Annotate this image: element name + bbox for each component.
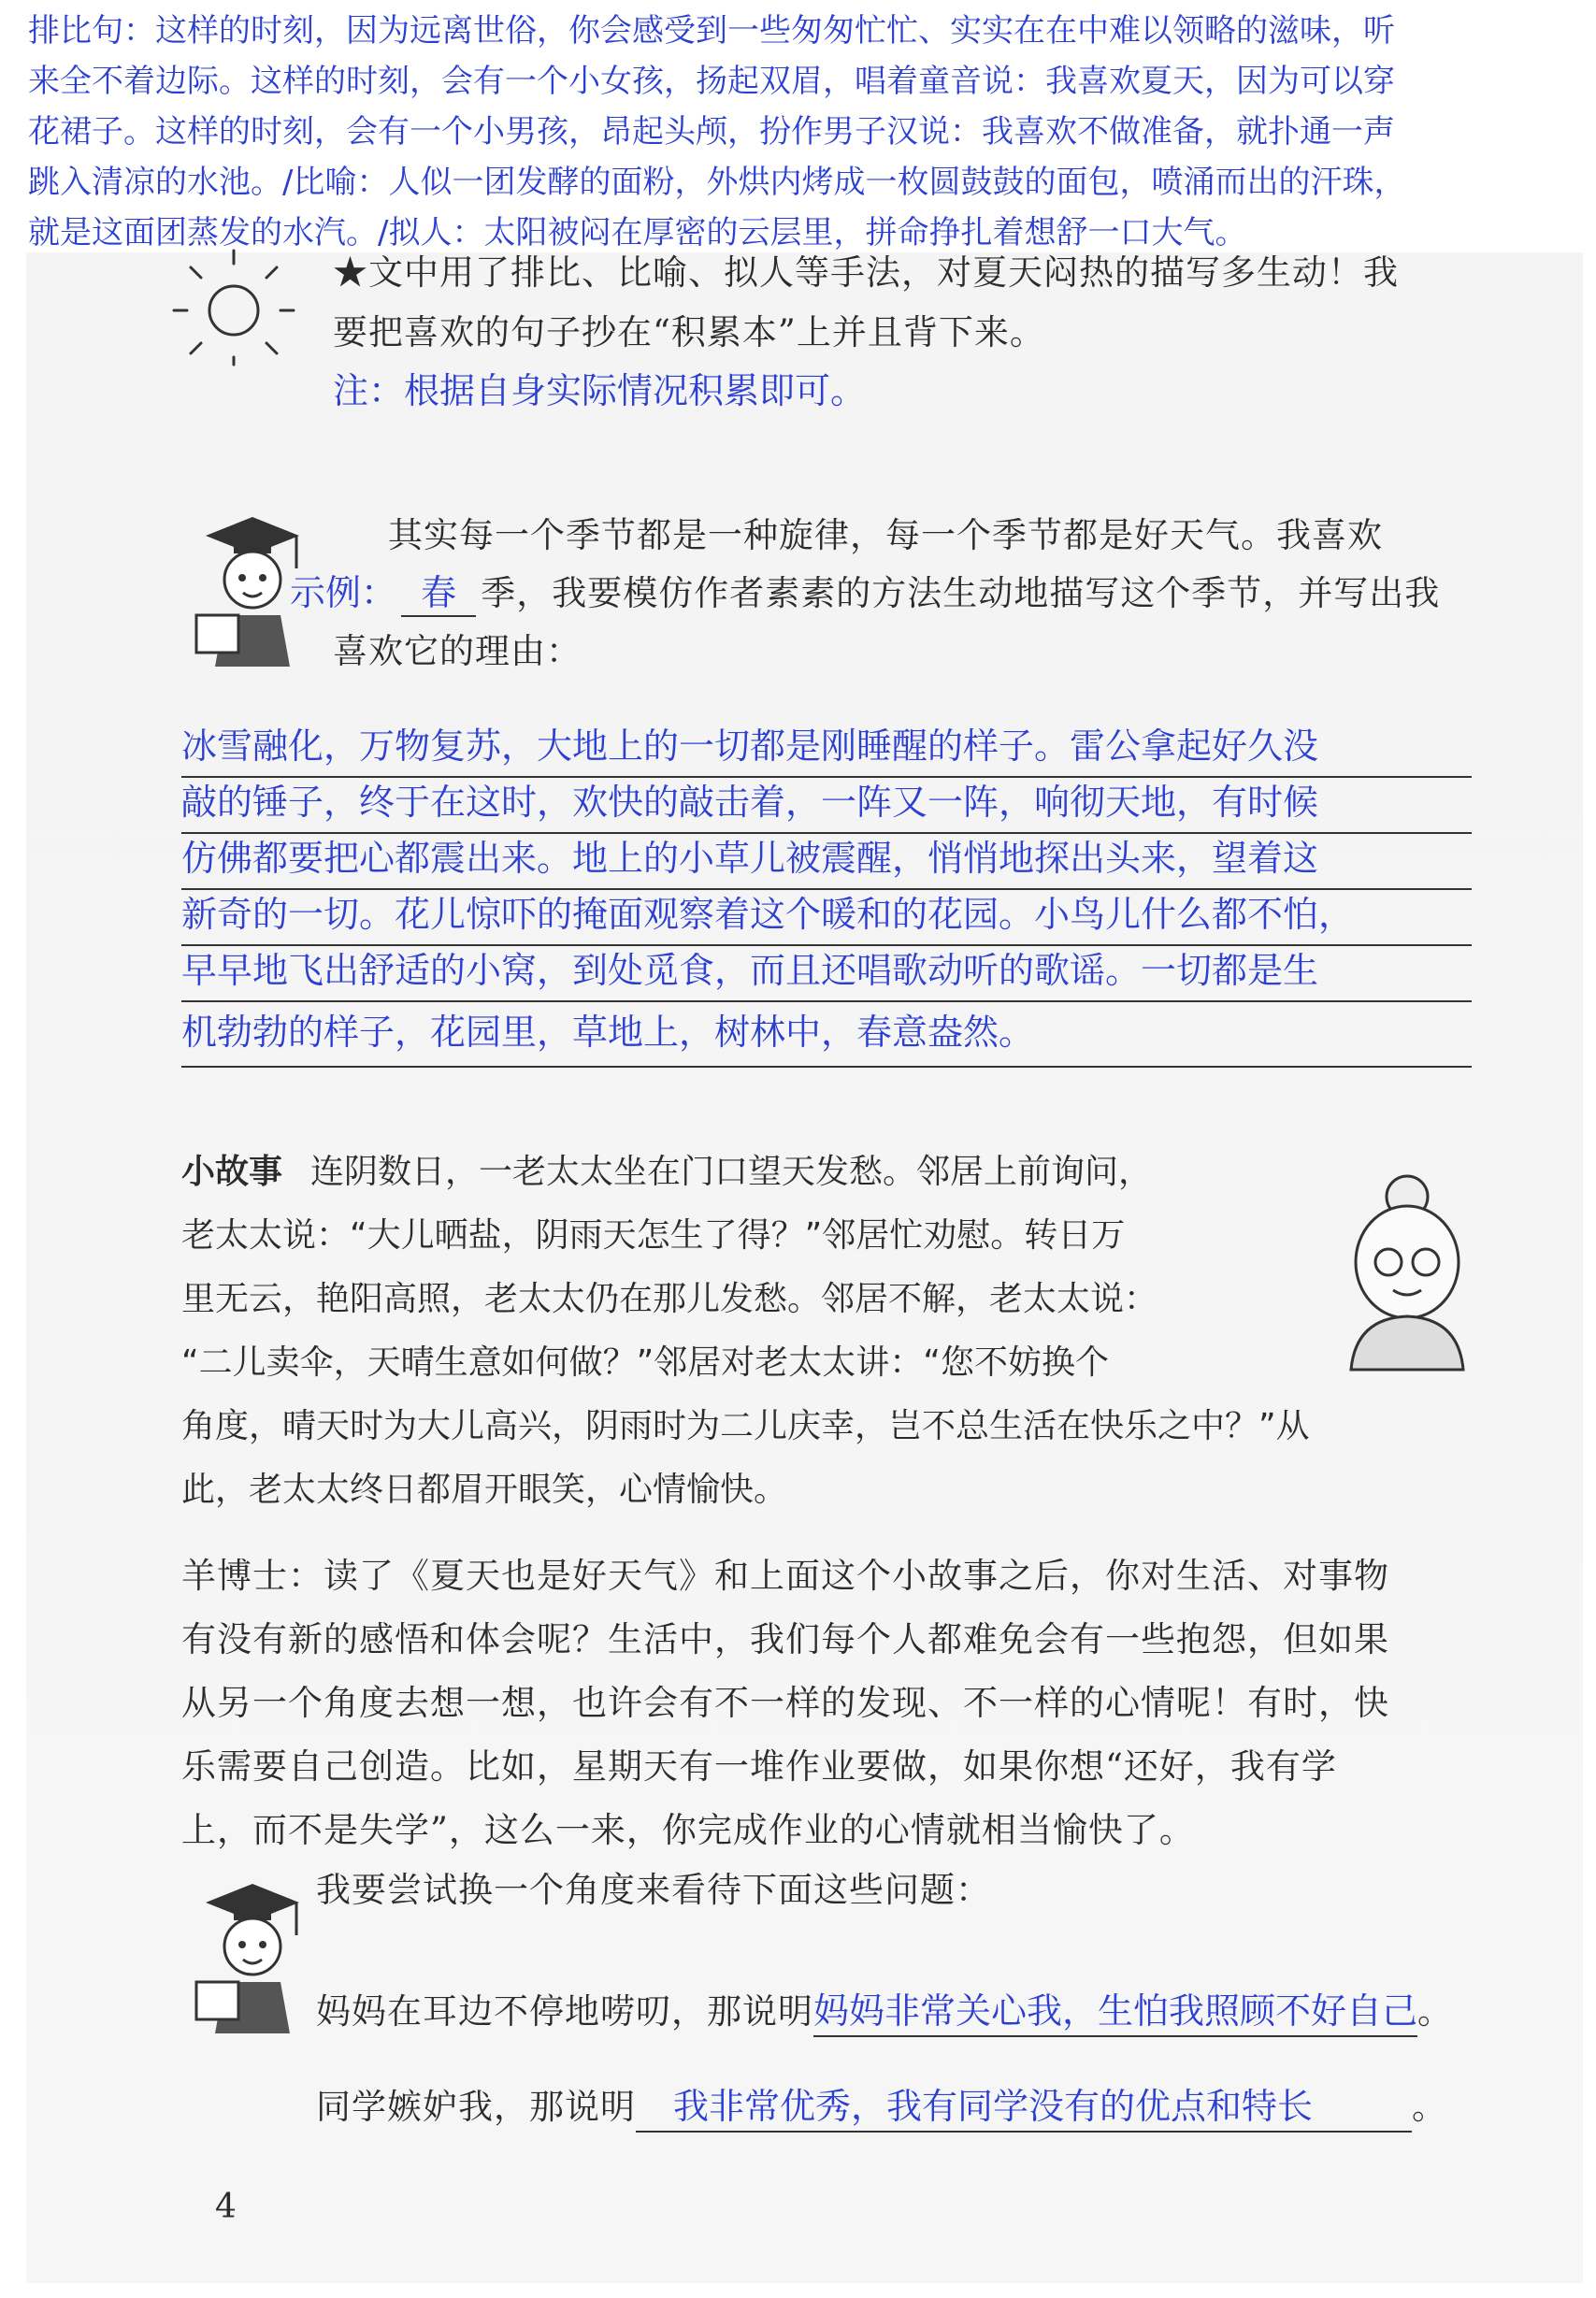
top-answer-line: 跳入清凉的水池。/比喻：人似一团发酵的面粉，外烘内烤成一枚圆鼓鼓的面包，喷涌而出的汗珠， — [28, 164, 1406, 201]
story-line: 此，老太太终日都眉开眼笑，心情愉快。 — [181, 1471, 788, 1509]
question-2-prefix: 同学嫉妒我，那说明 — [316, 2087, 636, 2127]
try-intro: 我要尝试换一个角度来看待下面这些问题： — [316, 1870, 991, 1910]
grandmother-icon — [1328, 1169, 1487, 1374]
doctor-line: 乐需要自己创造。比如，星期天有一堆作业要做，如果你想“还好，我有学 — [181, 1746, 1337, 1787]
season-answer-block — [181, 718, 1490, 1060]
tip-note: 注：根据自身实际情况积累即可。 — [333, 370, 867, 411]
sun-icon — [168, 245, 299, 366]
season-answer-line: 机勃勃的样子，花园里，草地上，树林中，春意盎然。 — [181, 1012, 1035, 1053]
question-1 — [316, 1982, 1453, 2047]
doctor-line: 羊博士：读了《夏天也是好天气》和上面这个小故事之后，你对生活、对事物 — [181, 1556, 1389, 1596]
season-answer: 春 — [401, 564, 476, 617]
tip-line-2: 要把喜欢的句子抄在“积累本”上并且背下来。 — [333, 312, 1045, 352]
question-2-suffix: 。 — [1412, 2087, 1447, 2127]
page-number: 4 — [215, 2188, 237, 2226]
tip-text — [333, 243, 1502, 363]
doctor-line: 从另一个角度去想一想，也许会有不一样的发现、不一样的心情呢！有时，快 — [181, 1683, 1389, 1723]
top-answer-line: 花裙子。这样的时刻，会有一个小男孩，昂起头颅，扮作男子汉说：我喜欢不做准备，就扑通一声 — [28, 113, 1395, 151]
story-line: 连阴数日，一老太太坐在门口望天发愁。邻居上前询问， — [310, 1153, 1153, 1191]
season-line-3: 喜欢它的理由： — [333, 631, 582, 671]
doctor-sheep-icon — [192, 1879, 313, 2038]
season-answer-line: 早早地飞出舒适的小窝，到处觅食，而且还唱歌动听的歌谣。一切都是生 — [181, 950, 1319, 991]
top-answer-line: 就是这面团蒸发的水汽。/拟人：太阳被闷在厚密的云层里，拼命挣扎着想舒一口大气。 — [28, 214, 1247, 251]
season-line-2 — [290, 564, 1440, 624]
doctor-line: 有没有新的感悟和体会呢？生活中，我们每个人都难免会有一些抱怨，但如果 — [181, 1619, 1389, 1659]
top-answer-line: 来全不着边际。这样的时刻，会有一个小女孩，扬起双眉，唱着童音说：我喜欢夏天，因为可以穿 — [28, 63, 1395, 100]
answer-rule — [181, 1066, 1472, 1068]
doctor-line: 上，而不是失学”，这么一来，你完成作业的心情就相当愉快了。 — [181, 1810, 1195, 1850]
example-label: 示例： — [290, 572, 397, 613]
question-2 — [316, 2077, 1447, 2143]
top-answer-line: 排比句：这样的时刻，因为远离世俗，你会感受到一些匆匆忙忙、实实在在中难以领略的滋味，听 — [28, 12, 1395, 50]
question-1-suffix: 。 — [1417, 1991, 1454, 2032]
story-label: 小故事 — [181, 1153, 283, 1191]
story-line: 里无云，艳阳高照，老太太仍在那儿发愁。邻居不解，老太太说： — [181, 1280, 1158, 1318]
story-line: “二儿卖伞，天晴生意如何做？”邻居对老太太讲：“您不妨换个 — [181, 1343, 1109, 1382]
story-block — [181, 1141, 1490, 1522]
season-line-2-rest: 季，我要模仿作者素素的方法生动地描写这个季节，并写出我 — [481, 573, 1441, 613]
season-answer-line: 敲的锤子，终于在这时，欢快的敲击着，一阵又一阵，响彻天地，有时候 — [181, 782, 1319, 823]
season-answer-line: 仿佛都要把心都震出来。地上的小草儿被震醒，悄悄地探出头来，望着这 — [181, 838, 1319, 879]
question-2-answer: 我非常优秀，我有同学没有的优点和特长 — [636, 2082, 1412, 2133]
tip-line-1: ★文中用了排比、比喻、拟人等手法，对夏天闷热的描写多生动！我 — [333, 252, 1399, 293]
season-answer-line: 冰雪融化，万物复苏，大地上的一切都是刚睡醒的样子。雷公拿起好久没 — [181, 725, 1319, 767]
season-line-1: 其实每一个季节都是一种旋律，每一个季节都是好天气。我喜欢 — [388, 515, 1383, 555]
question-1-prefix: 妈妈在耳边不停地唠叨，那说明 — [316, 1991, 813, 2032]
doctor-block — [181, 1544, 1509, 1862]
story-line: 老太太说：“大儿晒盐，阴雨天怎生了得？”邻居忙劝慰。转日万 — [181, 1216, 1126, 1255]
season-answer-line: 新奇的一切。花儿惊吓的掩面观察着这个暖和的花园。小鸟儿什么都不怕， — [181, 894, 1355, 935]
story-line: 角度，晴天时为大儿高兴，阴雨时为二儿庆幸，岂不总生活在快乐之中？”从 — [181, 1407, 1310, 1445]
top-answer-block — [28, 6, 1580, 258]
question-1-answer: 妈妈非常关心我，生怕我照顾不好自己 — [813, 1987, 1417, 2037]
